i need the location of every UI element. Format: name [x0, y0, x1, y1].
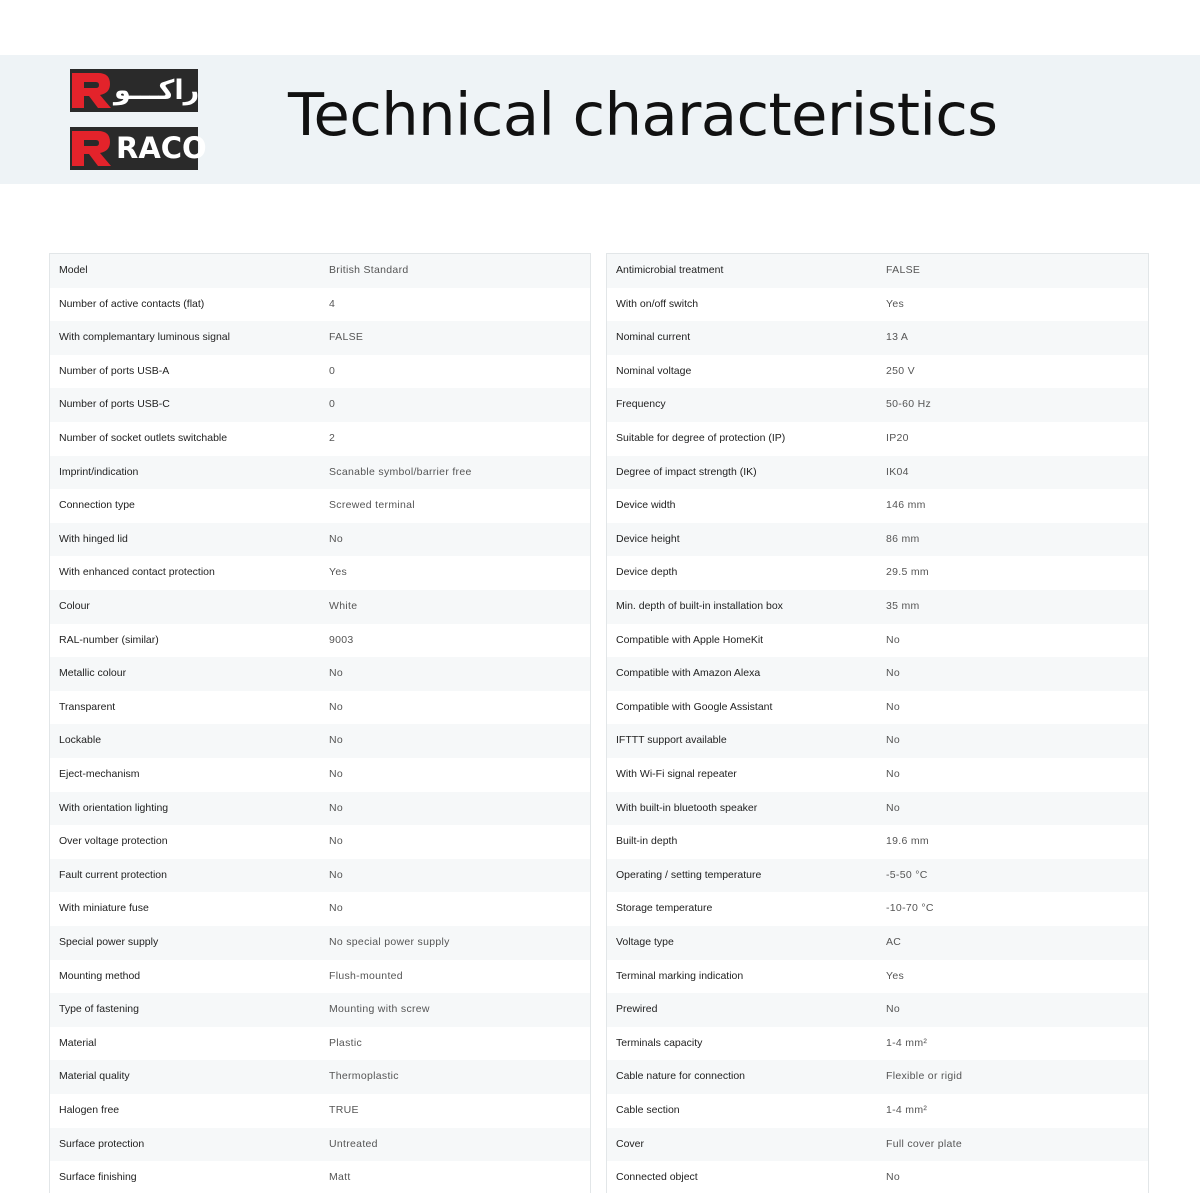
- table-row: [607, 456, 1148, 490]
- spec-label: Built-in depth: [616, 835, 678, 848]
- table-row: [50, 321, 590, 355]
- spec-label: Surface protection: [59, 1137, 145, 1150]
- spec-label: Prewired: [616, 1003, 658, 1016]
- table-row: [607, 926, 1148, 960]
- spec-value: No special power supply: [329, 936, 450, 948]
- table-row: [607, 792, 1148, 826]
- spec-value: AC: [886, 936, 902, 948]
- spec-value: No: [886, 734, 901, 747]
- spec-value: Full cover plate: [886, 1137, 962, 1150]
- spec-label: With on/off switch: [616, 297, 699, 310]
- spec-value: 50-60 Hz: [886, 398, 932, 411]
- spec-value: No: [886, 700, 901, 713]
- spec-value: Scanable symbol/barrier free: [329, 465, 472, 478]
- spec-value: No: [886, 768, 901, 780]
- table-row: [607, 288, 1148, 322]
- spec-table-left: [49, 253, 591, 1193]
- table-row: [50, 489, 590, 523]
- table-row: [50, 724, 590, 758]
- spec-label: Compatible with Amazon Alexa: [616, 667, 761, 680]
- spec-label: Degree of impact strength (IK): [616, 465, 757, 478]
- spec-label: Halogen free: [59, 1104, 120, 1116]
- table-row: [50, 1060, 590, 1094]
- spec-value: 2: [329, 432, 336, 444]
- spec-value: No: [886, 633, 901, 646]
- logo-arabic-row: [70, 69, 198, 112]
- table-row: [607, 1027, 1148, 1061]
- page-title: Technical characteristics: [288, 80, 998, 149]
- spec-label: Material quality: [59, 1070, 130, 1083]
- spec-value: 250 V: [886, 364, 915, 377]
- spec-value: 146 mm: [886, 499, 926, 512]
- spec-value: 4: [329, 297, 336, 310]
- table-row: [607, 388, 1148, 422]
- spec-label: Antimicrobial treatment: [616, 264, 724, 276]
- spec-label: Lockable: [59, 734, 102, 747]
- spec-value: Matt: [329, 1171, 351, 1184]
- table-row: [50, 355, 590, 389]
- table-row: [607, 523, 1148, 557]
- spec-label: With built-in bluetooth speaker: [616, 801, 758, 814]
- table-row: [50, 859, 590, 893]
- spec-label: Nominal current: [616, 331, 691, 344]
- spec-label: Cable nature for connection: [616, 1070, 745, 1083]
- table-row: [50, 456, 590, 490]
- spec-label: Mounting method: [59, 969, 141, 982]
- spec-value: No: [886, 1171, 901, 1184]
- spec-label: Device width: [616, 499, 676, 512]
- spec-label: Compatible with Apple HomeKit: [616, 633, 764, 646]
- spec-value: No: [329, 868, 344, 881]
- spec-value: 86 mm: [886, 532, 920, 545]
- spec-value: No: [329, 835, 344, 848]
- table-row: [50, 825, 590, 859]
- spec-label: Surface finishing: [59, 1171, 137, 1184]
- table-row: [50, 624, 590, 658]
- spec-label: Type of fastening: [59, 1003, 139, 1016]
- spec-label: Nominal voltage: [616, 364, 692, 377]
- spec-label: Special power supply: [59, 936, 159, 948]
- spec-label: Model: [59, 264, 88, 276]
- spec-label: With hinged lid: [59, 532, 128, 545]
- spec-value: Flexible or rigid: [886, 1070, 963, 1083]
- spec-value: 0: [329, 398, 336, 411]
- spec-value: 29.5 mm: [886, 566, 929, 579]
- table-row: [607, 960, 1148, 994]
- spec-value: Yes: [329, 566, 348, 579]
- spec-label: With complemantary luminous signal: [59, 331, 230, 344]
- spec-table-right: [606, 253, 1149, 1193]
- spec-value: FALSE: [886, 264, 921, 276]
- spec-value: 1-4 mm²: [886, 1104, 928, 1116]
- spec-label: Operating / setting temperature: [616, 868, 762, 881]
- table-row: [607, 1060, 1148, 1094]
- spec-value: No: [329, 902, 344, 915]
- table-row: [607, 993, 1148, 1027]
- spec-label: Frequency: [616, 398, 666, 411]
- spec-label: IFTTT support available: [616, 734, 727, 747]
- table-row: [607, 724, 1148, 758]
- spec-value: Mounting with screw: [329, 1003, 430, 1016]
- table-row: [607, 624, 1148, 658]
- table-row: [607, 590, 1148, 624]
- spec-value: Thermoplastic: [329, 1070, 399, 1083]
- table-row: [50, 657, 590, 691]
- spec-value: Yes: [886, 297, 905, 310]
- table-row: [50, 960, 590, 994]
- table-row: [607, 691, 1148, 725]
- spec-value: No: [329, 768, 344, 780]
- spec-label: Compatible with Google Assistant: [616, 700, 773, 713]
- logo-r-mark-icon: [70, 127, 113, 170]
- logo-latin-text: RACO: [116, 131, 207, 165]
- spec-label: Number of ports USB-A: [59, 364, 170, 377]
- table-row: [607, 422, 1148, 456]
- table-row: [50, 254, 590, 288]
- table-row: [50, 1094, 590, 1128]
- table-row: [607, 657, 1148, 691]
- table-row: [50, 758, 590, 792]
- table-row: [607, 825, 1148, 859]
- spec-label: Device height: [616, 532, 680, 545]
- spec-label: Connection type: [59, 499, 135, 512]
- spec-value: No: [329, 801, 344, 814]
- spec-label: Cover: [616, 1137, 645, 1150]
- table-row: [607, 1094, 1148, 1128]
- logo-latin-row: [70, 127, 207, 170]
- spec-label: RAL-number (similar): [59, 633, 159, 646]
- spec-value: 1-4 mm²: [886, 1036, 928, 1049]
- table-row: [607, 859, 1148, 893]
- spec-value: FALSE: [329, 331, 364, 344]
- table-row: [50, 388, 590, 422]
- table-row: [50, 792, 590, 826]
- spec-label: Material: [59, 1036, 97, 1049]
- spec-label: Min. depth of built-in installation box: [616, 600, 783, 612]
- spec-label: Metallic colour: [59, 667, 127, 680]
- spec-label: Terminals capacity: [616, 1036, 703, 1049]
- table-row: [50, 1128, 590, 1162]
- spec-value: 35 mm: [886, 600, 920, 612]
- spec-value: Plastic: [329, 1036, 363, 1049]
- table-row: [50, 590, 590, 624]
- table-row: [50, 1161, 590, 1195]
- spec-label: Number of socket outlets switchable: [59, 432, 228, 444]
- spec-value: TRUE: [329, 1104, 359, 1116]
- spec-value: British Standard: [329, 264, 409, 276]
- spec-value: No: [329, 700, 344, 713]
- table-row: [607, 556, 1148, 590]
- spec-value: IK04: [886, 465, 909, 478]
- table-row: [607, 321, 1148, 355]
- spec-label: With orientation lighting: [59, 801, 169, 814]
- spec-label: With enhanced contact protection: [59, 566, 215, 579]
- raco-logo: [70, 69, 207, 170]
- table-row: [607, 1161, 1148, 1195]
- spec-value: Screwed terminal: [329, 499, 415, 512]
- table-row: [607, 254, 1148, 288]
- table-row: [607, 489, 1148, 523]
- spec-value: 13 A: [886, 331, 909, 344]
- spec-value: No: [329, 667, 344, 680]
- logo-arabic-text: راكـــو: [114, 75, 200, 106]
- spec-label: Number of ports USB-C: [59, 398, 170, 411]
- spec-label: Fault current protection: [59, 868, 167, 881]
- spec-value: -5-50 °C: [886, 868, 928, 881]
- spec-label: Transparent: [59, 700, 116, 713]
- table-row: [50, 288, 590, 322]
- table-row: [50, 1027, 590, 1061]
- spec-value: White: [329, 600, 358, 612]
- table-row: [607, 758, 1148, 792]
- spec-value: IP20: [886, 432, 909, 444]
- table-row: [607, 355, 1148, 389]
- spec-label: Device depth: [616, 566, 678, 579]
- spec-value: No: [329, 532, 344, 545]
- spec-label: Eject-mechanism: [59, 768, 140, 780]
- table-row: [607, 892, 1148, 926]
- table-row: [50, 892, 590, 926]
- spec-label: Cable section: [616, 1104, 680, 1116]
- spec-value: No: [886, 1003, 901, 1016]
- spec-label: Connected object: [616, 1171, 698, 1184]
- table-row: [50, 422, 590, 456]
- spec-label: Number of active contacts (flat): [59, 297, 205, 310]
- spec-label: Over voltage protection: [59, 835, 168, 848]
- spec-label: Colour: [59, 600, 90, 612]
- spec-label: Storage temperature: [616, 902, 713, 915]
- table-row: [50, 993, 590, 1027]
- spec-value: Flush-mounted: [329, 969, 403, 982]
- spec-value: Untreated: [329, 1137, 378, 1150]
- spec-value: Yes: [886, 969, 905, 982]
- spec-label: With Wi-Fi signal repeater: [616, 768, 737, 780]
- spec-label: Terminal marking indication: [616, 969, 744, 982]
- spec-value: No: [886, 667, 901, 680]
- spec-value: No: [329, 734, 344, 747]
- spec-value: No: [886, 801, 901, 814]
- spec-label: Imprint/indication: [59, 465, 139, 478]
- table-row: [50, 691, 590, 725]
- spec-value: -10-70 °C: [886, 902, 934, 915]
- logo-r-mark-icon: [70, 69, 113, 112]
- spec-label: With miniature fuse: [59, 902, 149, 915]
- spec-label: Suitable for degree of protection (IP): [616, 432, 786, 444]
- spec-value: 9003: [329, 633, 354, 646]
- table-row: [607, 1128, 1148, 1162]
- table-row: [50, 556, 590, 590]
- spec-value: 0: [329, 364, 336, 377]
- spec-label: Voltage type: [616, 936, 674, 948]
- table-row: [50, 926, 590, 960]
- spec-value: 19.6 mm: [886, 835, 929, 848]
- table-row: [50, 523, 590, 557]
